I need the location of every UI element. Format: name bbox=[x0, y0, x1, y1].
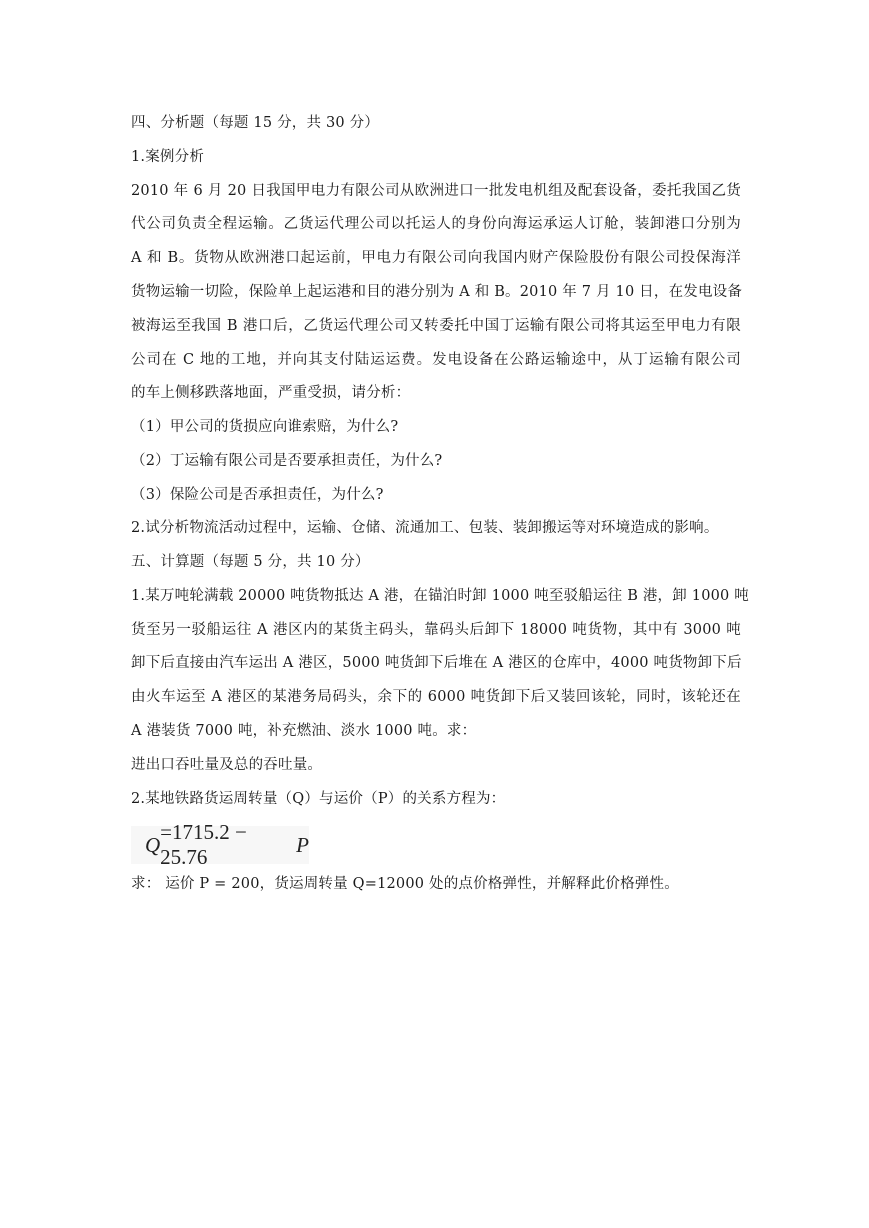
section5-heading: 五、计算题（每题 5 分，共 10 分） bbox=[131, 554, 370, 570]
paragraph-line: 货至另一驳船运往 A 港区内的某货主码头，靠码头后卸下 18000 吨货物，其中有 3000 吨 bbox=[131, 622, 741, 638]
sub-question: （1）甲公司的货损应向谁索赔，为什么? bbox=[131, 419, 399, 435]
section4-heading: 四、分析题（每题 15 分，共 30 分） bbox=[131, 115, 380, 131]
paragraph-line: 1.某万吨轮满载 20000 吨货物抵达 A 港，在锚泊时卸 1000 吨至驳船运往 B 港，卸 1000 吨 bbox=[131, 588, 749, 604]
paragraph-line: 的车上侧移跌落地面，严重受损，请分析： bbox=[131, 385, 411, 401]
formula-rhs: =1715.2 − 25.76 bbox=[160, 820, 247, 869]
sub-question: （2）丁运输有限公司是否要承担责任，为什么? bbox=[131, 453, 443, 469]
formula-image bbox=[131, 820, 309, 869]
section4-q1-title: 1.案例分析 bbox=[131, 149, 205, 165]
paragraph-line: 被海运至我国 B 港口后，乙货运代理公司又转委托中国丁运输有限公司将其运至甲电力有限 bbox=[131, 318, 741, 334]
paragraph-line: A 和 B。货物从欧洲港口起运前，甲电力有限公司向我国内财产保险股份有限公司投保海洋 bbox=[131, 250, 741, 266]
paragraph-line: 由火车运至 A 港区的某港务局码头，余下的 6000 吨货卸下后又装回该轮，同时，该轮还在 bbox=[131, 689, 741, 705]
formula-lhs: Q bbox=[145, 832, 161, 857]
paragraph-line: 卸下后直接由汽车运出 A 港区，5000 吨货卸下后堆在 A 港区的仓库中，4000 吨货物卸下后 bbox=[131, 655, 742, 671]
section5-q2-intro: 2.某地铁路货运周转量（Q）与运价（P）的关系方程为： bbox=[131, 791, 506, 807]
sub-question: （3）保险公司是否承担责任，为什么? bbox=[131, 487, 384, 503]
paragraph-line: A 港装货 7000 吨，补充燃油、淡水 1000 吨。求： bbox=[131, 723, 477, 739]
paragraph-line: 货物运输一切险，保险单上起运港和目的港分别为 A 和 B。2010 年 7 月 10 日，在发电设备 bbox=[131, 284, 743, 300]
formula-var: P bbox=[296, 832, 309, 857]
paragraph-line: 公司在 C 地的工地，并向其支付陆运运费。发电设备在公路运输途中，从丁运输有限公司 bbox=[131, 352, 741, 368]
section4-q2: 2.试分析物流活动过程中，运输、仓储、流通加工、包装、装卸搬运等对环境造成的影响。 bbox=[131, 520, 719, 536]
paragraph-line: 代公司负责全程运输。乙货运代理公司以托运人的身份向海运承运人订舱，装卸港口分别为 bbox=[131, 216, 741, 232]
section5-q2-ask: 求： 运价 P = 200，货运周转量 Q=12000 处的点价格弹性，并解释此价格弹性。 bbox=[131, 876, 679, 892]
paragraph-line: 2010 年 6 月 20 日我国甲电力有限公司从欧洲进口一批发电机组及配套设备，委托我国乙货 bbox=[131, 183, 741, 199]
section5-q1-ask: 进出口吞吐量及总的吞吐量。 bbox=[131, 757, 323, 773]
